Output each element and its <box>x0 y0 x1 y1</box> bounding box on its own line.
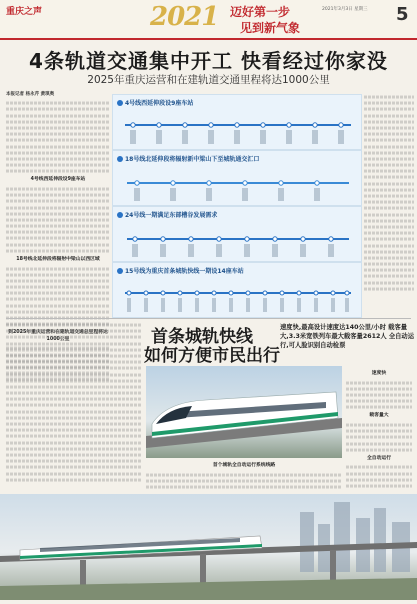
masthead <box>0 0 417 40</box>
campaign-year: 2021 <box>150 2 219 32</box>
section-heading: 18号线北延伸段将辐射中梁山以西区域 <box>16 257 100 263</box>
line-panel-18 <box>112 150 362 206</box>
point-heading: 全自动运行 <box>367 455 391 461</box>
lower-headline-line2: 如何方便市民出行 <box>144 346 280 366</box>
main-subheadline: 2025年重庆运营和在建轨道交通里程将达1000公里 <box>87 74 330 86</box>
city-illustration <box>0 494 417 600</box>
left-article-column <box>6 92 110 342</box>
city-monorail-photo <box>0 494 417 600</box>
train-illustration <box>146 366 342 458</box>
lower-mid-column <box>146 460 342 492</box>
lower-left-column <box>6 322 142 492</box>
route-map <box>113 95 363 151</box>
route-map <box>113 207 363 263</box>
line-panel-title: 18号线北延伸段将辐射新中梁山下至城轨通交汇口 <box>117 154 259 163</box>
train-photo <box>146 366 342 458</box>
right-side-column <box>364 94 414 318</box>
brand-logo: 重庆之声 <box>6 7 43 17</box>
lower-right-column <box>346 368 412 492</box>
line-panel-title: 24号线一期满足东部槽谷发展需求 <box>117 210 217 219</box>
article-byline: 本报记者 杨永芹 黄琪奥 <box>6 92 55 97</box>
route-map <box>113 263 363 319</box>
point-heading: 载客量大 <box>369 413 389 419</box>
line-panel-24 <box>112 206 362 262</box>
lower-headline-line1: 首条城轨快线 <box>151 327 253 347</box>
route-map <box>113 151 363 207</box>
line-panel-title: 15号线为重庆首条城轨快线一期设14座车站 <box>117 266 244 275</box>
line-panel-title: 4号线西延伸段设9座车站 <box>117 98 193 107</box>
lower-deck: 速度快,最高设计速度达140公里/小时 载客量大,3.3米宽铁列车最大载客量2612人 全自动运行,可人脸识别自动检票 <box>280 324 415 349</box>
section-heading: 首个城轨全自动运行系统线路 <box>212 463 276 468</box>
page-number: 5 <box>396 4 409 25</box>
section-divider <box>6 318 411 319</box>
main-headline: 4条轨道交通集中开工 快看经过你家没 <box>29 49 388 73</box>
issue-date: 2021年3月3日 星期三 <box>322 7 368 12</box>
line-panel-15 <box>112 262 362 318</box>
campaign-slogan-line1: 迈好第一步 <box>230 5 291 19</box>
line-panel-4 <box>112 94 362 150</box>
section-heading: 到2025年重庆运营和在建轨道交通总里程将达1000公里 <box>8 330 108 342</box>
point-heading: 速度快 <box>371 371 387 376</box>
campaign-slogan-line2: 见到新气象 <box>240 21 301 35</box>
section-heading: 4号线西延伸段设9座车站 <box>30 177 86 183</box>
